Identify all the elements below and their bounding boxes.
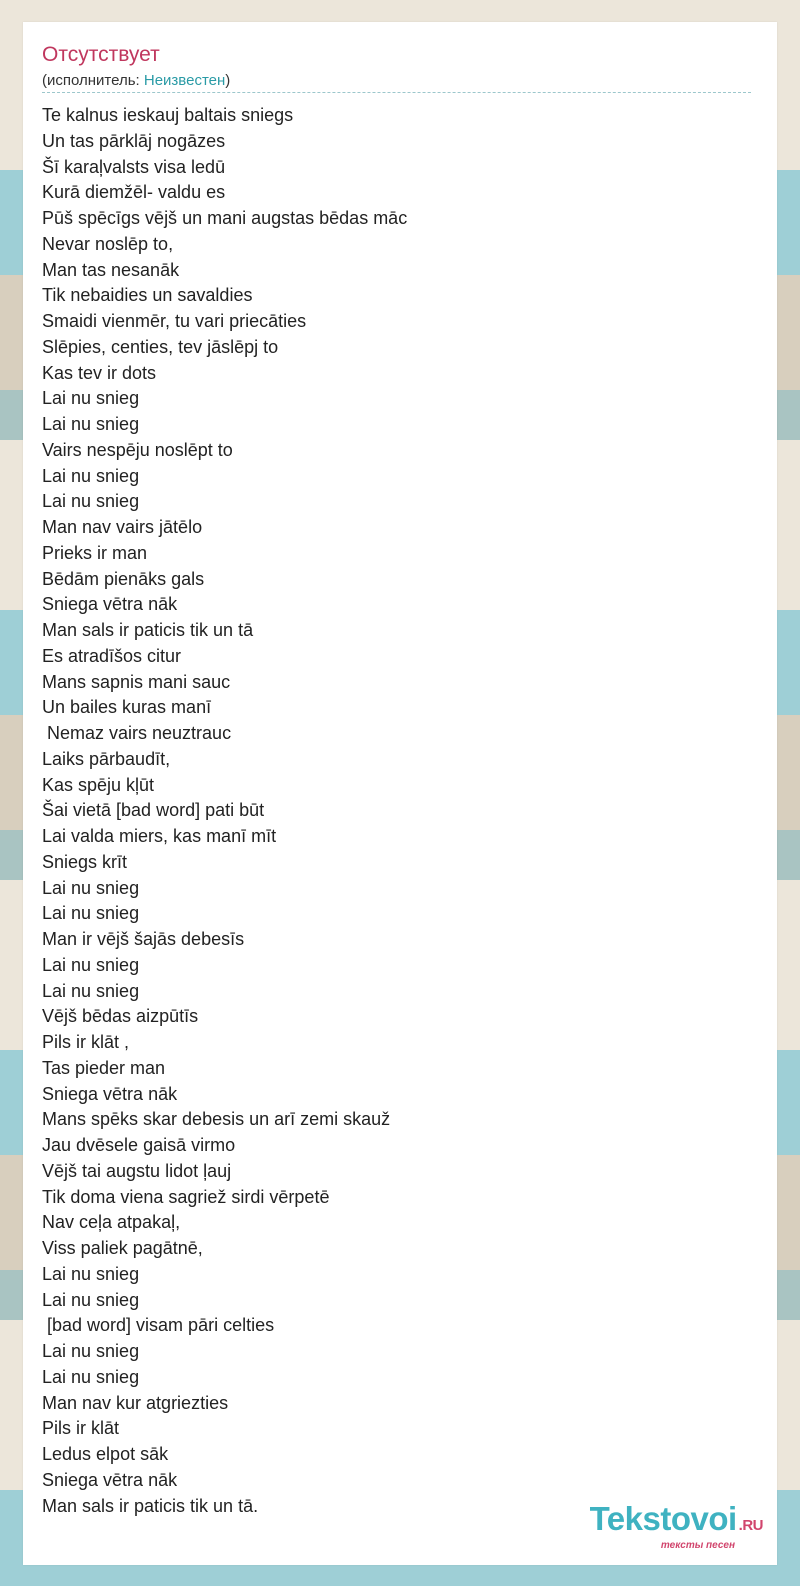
artist-link[interactable]: Неизвестен (143, 72, 226, 89)
song-title: Отсутствует (42, 43, 160, 66)
lyric-line: Pils ir klāt (42, 1418, 120, 1439)
logo-wordmark (590, 1502, 763, 1543)
lyric-line: Un bailes kuras manī (42, 697, 212, 718)
lyric-line: Ledus elpot sāk (42, 1444, 169, 1464)
lyric-line: Lai nu snieg (42, 980, 140, 1001)
lyric-line: Man nav vairs jātēlo (42, 517, 203, 537)
lyric-line: Sniega vētra nāk (42, 594, 178, 615)
artist-suffix: ) (225, 72, 231, 89)
lyric-line: Nav ceļa atpakaļ, (42, 1212, 181, 1233)
lyric-line: Pils ir klāt , (42, 1032, 130, 1052)
lyric-line: Sniega vētra nāk (42, 1469, 178, 1490)
lyric-line: Vairs nespēju noslēpt to (42, 439, 233, 460)
lyric-line: Slēpies, centies, tev jāslēpj to (42, 336, 279, 357)
lyric-line: Lai nu snieg (42, 877, 140, 898)
lyric-line: [bad word] visam pāri celties (42, 1315, 275, 1336)
lyric-line: Tik nebaidies un savaldies (42, 285, 253, 306)
lyric-line: Man ir vējš šajās debesīs (42, 929, 245, 949)
lyric-line: Mans spēks skar debesis un arī zemi skauž (42, 1109, 391, 1130)
lyric-line: Lai nu snieg (42, 414, 140, 434)
lyric-line: Man tas nesanāk (42, 259, 180, 280)
lyric-line: Kurā diemžēl- valdu es (42, 182, 226, 203)
lyric-line: Man sals ir paticis tik un tā. (42, 1495, 259, 1516)
lyric-line: Prieks ir man (42, 542, 148, 563)
lyric-line: Man sals ir paticis tik un tā (42, 620, 254, 640)
lyric-line: Lai nu snieg (42, 954, 140, 975)
lyric-line: Šī karaļvalsts visa ledū (42, 156, 226, 177)
lyric-line: Nevar noslēp to, (42, 233, 174, 254)
lyric-line: Es atradīšos citur (42, 645, 182, 666)
logo-tagline: тексты песен (660, 1540, 735, 1551)
lyric-line: Laiks pārbaudīt, (42, 748, 171, 769)
lyric-line: Mans sapnis mani sauc (42, 671, 231, 692)
lyric-line: Kas spēju kļūt (42, 774, 155, 795)
lyric-line: Sniega vētra nāk (42, 1083, 178, 1104)
lyric-line: Lai nu snieg (42, 1263, 140, 1284)
lyric-line: Tas pieder man (42, 1057, 166, 1078)
lyric-line: Te kalnus ieskauj baltais sniegs (42, 105, 294, 125)
lyric-line: Tik doma viena sagriež sirdi vērpetē (42, 1186, 330, 1207)
lyric-line: Lai nu snieg (42, 1289, 140, 1310)
lyric-line: Vējš bēdas aizpūtīs (42, 1006, 199, 1027)
lyric-line: Bēdām pienāks gals (42, 568, 205, 589)
lyric-line: Lai nu snieg (42, 903, 140, 924)
lyric-line: Lai nu snieg (42, 388, 140, 409)
lyric-line: Jau dvēsele gaisā virmo (42, 1135, 236, 1155)
lyric-line: Sniegs krīt (42, 851, 128, 872)
lyric-line: Man nav kur atgriezties (42, 1392, 229, 1413)
lyric-line: Lai nu snieg (42, 1366, 140, 1387)
lyric-line: Lai valda miers, kas manī mīt (42, 826, 277, 846)
lyric-line: Lai nu snieg (42, 491, 140, 512)
lyrics-text (42, 103, 407, 1519)
lyric-line: Lai nu snieg (42, 465, 140, 486)
artist-prefix: (исполнитель: (42, 72, 144, 89)
lyrics-card (23, 22, 777, 1565)
lyric-line: Un tas pārklāj nogāzes (42, 130, 226, 151)
site-logo[interactable] (590, 1502, 763, 1551)
artist-line (42, 72, 230, 90)
lyric-line: Kas tev ir dots (42, 362, 157, 383)
logo-tld: .RU (738, 1517, 763, 1534)
dashed-divider (42, 92, 751, 93)
lyric-line: Pūš spēcīgs vējš un mani augstas bēdas māc (42, 208, 408, 228)
lyric-line: Lai nu snieg (42, 1341, 140, 1361)
lyric-line: Šai vietā [bad word] pati būt (42, 800, 265, 821)
lyric-line: Nemaz vairs neuztrauc (42, 723, 232, 743)
lyric-line: Viss paliek pagātnē, (42, 1238, 203, 1258)
logo-name: Tekstovoi (589, 1500, 737, 1537)
lyric-line: Smaidi vienmēr, tu vari priecāties (42, 311, 307, 331)
lyric-line: Vējš tai augstu lidot ļauj (42, 1160, 232, 1181)
